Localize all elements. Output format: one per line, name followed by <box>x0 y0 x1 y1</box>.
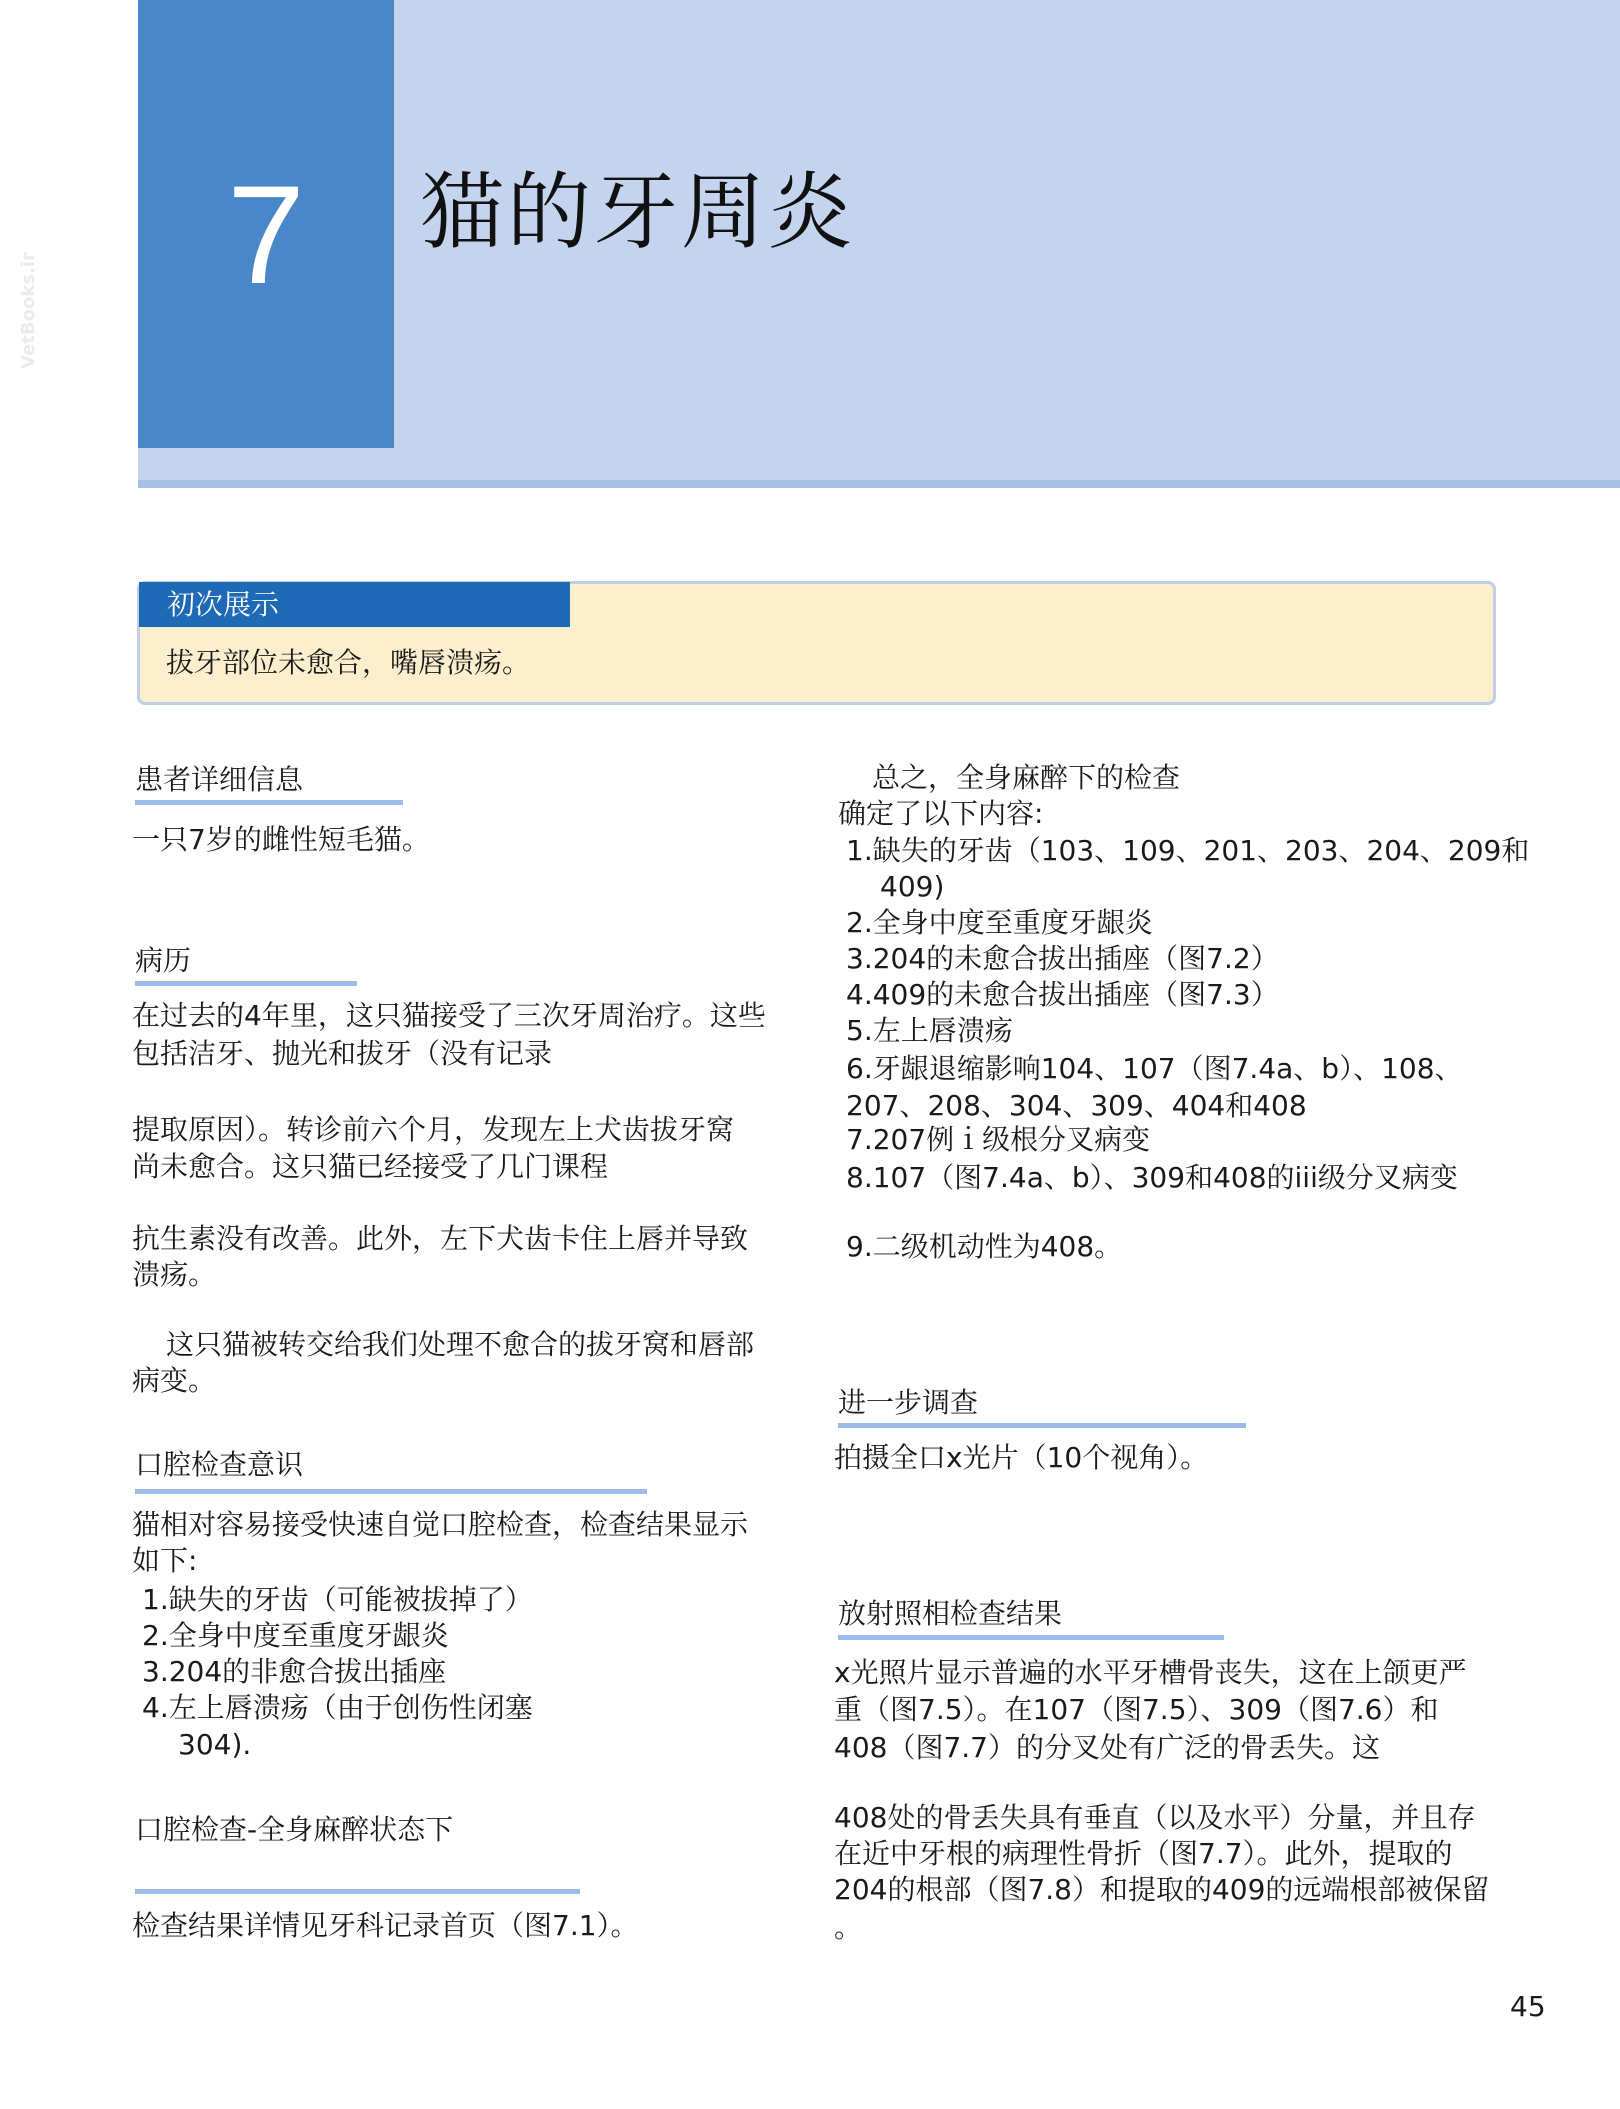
history-line: 溃疡。 <box>132 1258 217 1291</box>
presentation-text: 拔牙部位未愈合，嘴唇溃疡。 <box>166 646 531 679</box>
list-item: 6.牙龈退缩影响104、107（图7.4a、b）、108、 <box>846 1052 1463 1085</box>
heading-underline <box>135 800 403 805</box>
radiology-line: 408处的骨丢失具有垂直（以及水平）分量，并且存 <box>834 1801 1476 1834</box>
chapter-number: 7 <box>227 156 305 313</box>
heading-underline <box>838 1423 1246 1428</box>
list-item: 2.全身中度至重度牙龈炎 <box>846 906 1153 939</box>
history-line: 这只猫被转交给我们处理不愈合的拔牙窝和唇部 <box>166 1328 755 1361</box>
list-item: 2.全身中度至重度牙龈炎 <box>142 1619 449 1652</box>
list-item: 1.缺失的牙齿（103、109、201、203、204、209和 <box>846 834 1530 867</box>
history-line: 在过去的4年里，这只猫接受了三次牙周治疗。这些 <box>132 999 766 1032</box>
radiology-heading: 放射照相检查结果 <box>838 1597 1063 1630</box>
list-item: 9.二级机动性为408。 <box>846 1230 1123 1263</box>
list-item: 8.107（图7.4a、b）、309和408的iii级分叉病变 <box>846 1161 1458 1194</box>
history-line: 包括洁牙、抛光和拔牙（没有记录 <box>132 1037 553 1070</box>
history-line: 提取原因）。转诊前六个月，发现左上犬齿拔牙窝 <box>132 1113 735 1146</box>
list-item: 4.409的未愈合拔出插座（图7.3） <box>846 978 1279 1011</box>
radiology-line: 408（图7.7）的分叉处有广泛的骨丢失。这 <box>834 1731 1380 1764</box>
watermark: VetBooks.ir <box>17 252 39 369</box>
list-item-continuation: 304). <box>178 1728 252 1761</box>
list-item-continuation: 207、208、304、309、404和408 <box>846 1089 1307 1122</box>
header-divider <box>138 480 1620 488</box>
summary-line: 确定了以下内容: <box>838 797 1044 830</box>
chapter-title: 猫的牙周炎 <box>420 163 856 261</box>
conscious-exam-intro: 如下: <box>132 1544 198 1577</box>
history-line: 尚未愈合。这只猫已经接受了几门课程 <box>132 1150 609 1183</box>
ga-exam-heading: 口腔检查-全身麻醉状态下 <box>135 1813 454 1846</box>
list-item: 5.左上唇溃疡 <box>846 1014 1013 1047</box>
further-investigation-text: 拍摄全口x光片（10个视角）。 <box>834 1441 1209 1474</box>
conscious-exam-intro: 猫相对容易接受快速自觉口腔检查，检查结果显示 <box>132 1508 749 1541</box>
radiology-line: 204的根部（图7.8）和提取的409的远端根部被保留 <box>834 1873 1490 1906</box>
patient-details-text: 一只7岁的雌性短毛猫。 <box>132 823 430 856</box>
list-item: 7.207例ｉ级根分叉病变 <box>846 1123 1151 1156</box>
radiology-line: 重（图7.5）。在107（图7.5）、309（图7.6）和 <box>834 1693 1439 1726</box>
summary-line: 总之，全身麻醉下的检查 <box>872 761 1181 794</box>
list-item: 3.204的未愈合拔出插座（图7.2） <box>846 942 1279 975</box>
radiology-line: x光照片显示普遍的水平牙槽骨丧失，这在上颌更严 <box>834 1656 1467 1689</box>
further-investigation-heading: 进一步调查 <box>838 1386 979 1419</box>
list-item: 1.缺失的牙齿（可能被拔掉了） <box>142 1583 533 1616</box>
conscious-exam-heading: 口腔检查意识 <box>135 1448 304 1481</box>
list-item: 4.左上唇溃疡（由于创伤性闭塞 <box>142 1691 533 1724</box>
heading-underline <box>838 1635 1224 1640</box>
history-line: 抗生素没有改善。此外，左下犬齿卡住上唇并导致 <box>132 1222 749 1255</box>
history-heading: 病历 <box>135 944 192 977</box>
heading-underline <box>135 1489 647 1494</box>
heading-underline <box>135 1889 580 1894</box>
history-line: 病变。 <box>132 1364 217 1397</box>
list-item-continuation: 409) <box>880 870 945 903</box>
patient-details-heading: 患者详细信息 <box>135 763 304 796</box>
heading-underline <box>135 981 357 986</box>
radiology-line: 。 <box>834 1911 863 1944</box>
radiology-line: 在近中牙根的病理性骨折（图7.7）。此外，提取的 <box>834 1837 1453 1870</box>
ga-exam-text: 检查结果详情见牙科记录首页（图7.1）。 <box>132 1909 639 1942</box>
list-item: 3.204的非愈合拔出插座 <box>142 1655 447 1688</box>
presentation-label: 初次展示 <box>139 582 570 627</box>
page-number: 45 <box>1510 1990 1546 2023</box>
